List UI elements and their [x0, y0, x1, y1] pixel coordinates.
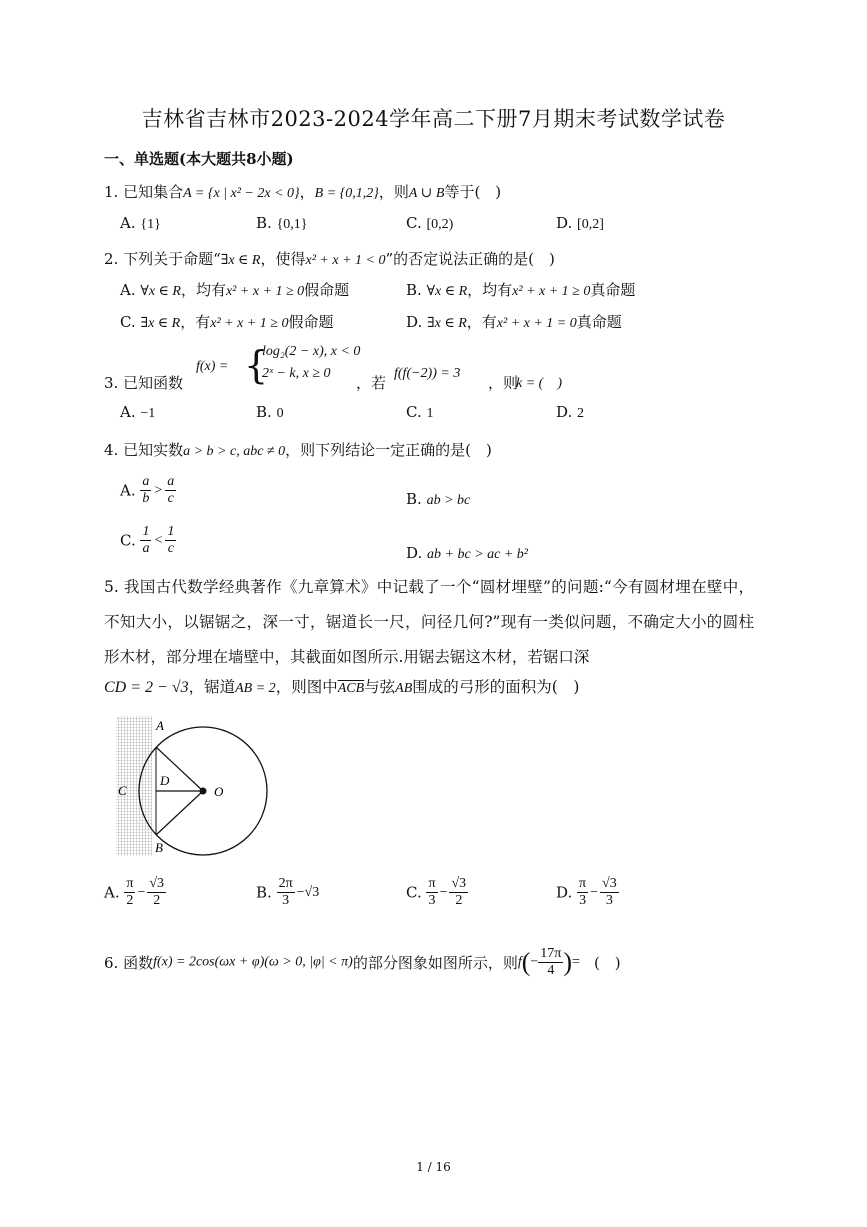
- q1-option-b[interactable]: B. {0,1}: [256, 214, 308, 232]
- question-6-stem: 6. 函数f(x) = 2cos(ωx + φ)(ω > 0, |φ| < π)的部分图象如图所示，则f(− $\frac{17\pi}{4}$ )= ( ): [104, 946, 621, 978]
- q5-option-a[interactable]: A. $\frac{\pi}{2}$ − $\frac{√3}{2}$: [104, 876, 165, 908]
- label-d: D: [160, 773, 170, 788]
- q4-option-b[interactable]: B. ab > bc: [406, 490, 471, 508]
- q4-option-a[interactable]: A. $\frac{a}{b}$ > $\frac{a}{c}$: [120, 474, 175, 506]
- center-point-o: [200, 788, 207, 795]
- question-5-stem: 5. 我国古代数学经典著作《九章算术》中记载了一个“圆材埋壁”的问题:“今有圆材埋在壁中，不知大小，以锯锯之，深一寸，锯道长一尺，问径几何?”现有一类似问题，不确定大小的圆柱形木材，部分埋在墙壁中，其截面如图所示.用锯去锯这木材，若锯口深: [104, 578, 754, 666]
- q4-option-c[interactable]: C. $\frac{1}{a}$ < $\frac{1}{c}$: [120, 524, 175, 556]
- q2-option-d[interactable]: D. ∃x ∈ R，有x² + x + 1 = 0真命题: [406, 313, 622, 331]
- q1-option-a[interactable]: A. {1}: [120, 214, 161, 232]
- q3-option-a[interactable]: A. −1: [120, 403, 156, 421]
- q5-option-b[interactable]: B. $\frac{2\pi}{3}$ −√3: [256, 876, 320, 908]
- label-b: B: [155, 840, 163, 855]
- q1-option-c[interactable]: C. [0,2): [406, 214, 454, 232]
- label-o: O: [214, 784, 224, 799]
- q5-option-c[interactable]: C. $\frac{\pi}{3}$ − $\frac{√3}{2}$: [406, 876, 467, 908]
- question-2-stem: 2. 下列关于命题“∃x ∈ R，使得x² + x + 1 < 0”的否定说法正确的是( ): [104, 250, 555, 268]
- q4-option-d[interactable]: D. ab + bc > ac + b²: [406, 544, 528, 562]
- q2-option-b[interactable]: B. ∀x ∈ R，均有x² + x + 1 ≥ 0真命题: [406, 281, 636, 299]
- q2-option-c[interactable]: C. ∃x ∈ R，有x² + x + 1 ≥ 0假命题: [120, 313, 334, 331]
- label-a: A: [156, 718, 164, 733]
- q3-option-d[interactable]: D. 2: [556, 403, 585, 421]
- question-1-stem: 1. 已知集合A = {x | x² − 2x < 0}，B = {0,1,2}，则A ∪ B等于( ): [104, 183, 502, 201]
- segment-bo: [156, 791, 203, 835]
- question-5-stem-cont: CD = 2 − √3，锯道AB = 2，则图中$\overline{ACB}$与弦AB围成的弓形的面积为( ): [104, 678, 580, 696]
- q1-option-d[interactable]: D. [0,2]: [556, 214, 604, 232]
- page-number: 1 / 16: [416, 1160, 451, 1174]
- section-heading: 一、单选题(本大题共8小题): [104, 150, 294, 168]
- q3-option-b[interactable]: B. 0: [256, 403, 284, 421]
- q3-option-c[interactable]: C. 1: [406, 403, 434, 421]
- question-4-stem: 4. 已知实数a > b > c, abc ≠ 0，则下列结论一定正确的是( ): [104, 441, 492, 459]
- circle-wall-figure: [112, 712, 274, 860]
- label-c: C: [118, 783, 127, 798]
- exam-title: 吉林省吉林市2023-2024学年高二下册7月期末考试数学试卷: [141, 107, 726, 131]
- q2-option-a[interactable]: A. ∀x ∈ R，均有x² + x + 1 ≥ 0假命题: [120, 281, 350, 299]
- exam-page: 吉林省吉林市2023-2024学年高二下册7月期末考试数学试卷 一、单选题(本大题共8小题) 1. 已知集合A = {x | x² − 2x < 0}，B = {0,1,2}，则A ∪ B等于( ) A. {1} B. {0,1} C. [0,2) D. [0,2] 2. 下列关于命题“∃x ∈ R，使得x² + x + 1 < 0”的否定说法正确的是( ) A. ∀x ∈ R，均有x² + x + 1 ≥ 0假命题 B. ∀x ∈ R，均有x² + x + 1 ≥ 0真命题 C. ∃x ∈ R，有x² + x + 1 ≥ 0假命题 D. ∃x ∈ R，有x² + x + 1 = 0真命题 3. 已知函数 f(x) = { log₂(2 − x), x < 0 2ˣ − k, x ≥ 0 ，若 f(f(−2)) = 3 ，则 k = ( ) A. −1 B. 0 C. 1 D. 2 4. 已知实数a > b > c, abc ≠ 0，则下列结论一定正确的是( ) A. $\frac{a}{b}$ > $\frac{a}{c}$ B. ab > bc C. $\frac{1}{a}$ < $\frac{1}{c}$ D. ab + bc > ac + b² 5. 我国古代数学经典著作《九章算术》中记载了一个“圆材埋壁”的问题:“今有圆材埋在壁中，不知大小，以锯锯之，深一寸，锯道长一尺，问径几何?”现有一类似问题，不确定大小的圆柱形木材，部分埋在墙壁中，其截面如图所示.用锯去锯这木材，若锯口深 CD = 2 − √3，锯道AB = 2，则图中$\overline{ACB}$与弦AB围成的弓形的面积为( ) A B C D O A. $\frac{\pi}{2}$ − $\frac{√3}{2}$ B. $\frac{2\pi}{3}$ −√3 C. $\frac{\pi}{3}$ − $\frac{√3}{2}$ D. $\frac{\pi}{3}$ − $\frac{√3}{3}$ 6. 函数f(x) = 2cos(ωx + φ)(ω > 0, |φ| < π)的部分图象如图所示，则f(− $\frac{17\pi}{4}$ )= ( ) 1 / 16: [0, 0, 867, 1227]
- q5-option-d[interactable]: D. $\frac{\pi}{3}$ − $\frac{√3}{3}$: [556, 876, 617, 908]
- piecewise-brace: {: [244, 343, 269, 387]
